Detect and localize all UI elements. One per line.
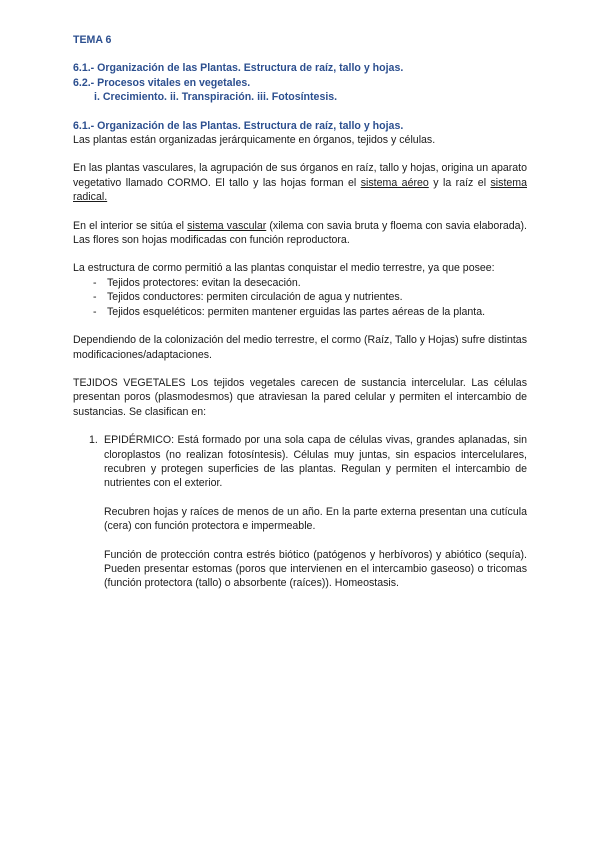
- epidermico-paragraph: EPIDÉRMICO: Está formado por una sola capa de células vivas, grandes aplanadas, sin cloroplastos (no realizan fotosíntesis). Células muy juntas, sin espacios intercelulares, recubren y protegen superficies de las plantas. Regulan y permiten el intercambio de nutrientes con el exterior.: [104, 434, 527, 490]
- text-run: En el interior se sitúa el: [73, 219, 188, 232]
- list-item: - Tejidos protectores: evitan la desecación.: [93, 276, 527, 290]
- tissue-list: [73, 276, 527, 319]
- intro-paragraph: Las plantas están organizadas jerárquicamente en órganos, tejidos y células.: [73, 134, 436, 147]
- cormo-paragraph: [73, 161, 527, 204]
- list-item: [89, 433, 527, 591]
- text-run: En las plantas vasculares, la agrupación de sus órganos en raíz, tallo y hojas, origina un aparato vegetativo llamado CORMO. El tallo y las hojas forman el: [73, 162, 527, 189]
- list-item: - Tejidos conductores: permiten circulación de agua y nutrientes.: [93, 290, 527, 304]
- tissue-types-list: [73, 433, 527, 591]
- topic-title: TEMA 6: [73, 34, 112, 46]
- tejidos-paragraph: TEJIDOS VEGETALES Los tejidos vegetales carecen de sustancia intercelular. Las células presentan poros (plasmodesmos) que atraviesan la pared celular y permiten el intercambio de sustancias. Se clasifican en:: [73, 376, 527, 418]
- toc-subitems: i. Crecimiento. ii. Transpiración. iii. Fotosíntesis.: [94, 91, 338, 104]
- underlined-term: sistema vascular: [187, 219, 267, 232]
- item-number: 1.: [89, 434, 98, 447]
- recubren-paragraph: Recubren hojas y raíces de menos de un año. En la parte externa presentan una cutícula (cera) con función protectora e impermeable.: [104, 505, 527, 533]
- toc-item-6-2: 6.2.- Procesos vitales en vegetales.: [73, 76, 251, 89]
- section-heading: 6.1.- Organización de las Plantas. Estructura de raíz, tallo y hojas.: [73, 119, 404, 132]
- adaptations-paragraph: Dependiendo de la colonización del medio terrestre, el cormo (Raíz, Tallo y Hojas) sufre distintas modificaciones/adaptaciones.: [73, 334, 527, 361]
- table-of-contents: [73, 61, 527, 104]
- text-run: (xilema con savia bruta y floema con savia elaborada). Las flores son hojas modificadas con función reproductora.: [73, 219, 527, 247]
- section-6-1: [73, 119, 527, 591]
- funcion-paragraph: Función de protección contra estrés biótico (patógenos y herbívoros) y abiótico (sequía). Pueden presentar estomas (poros que intervienen en el intercambio gaseoso) o tricomas (función protectora (tallo) o absorbente (raíces)). Homeostasis.: [104, 548, 527, 590]
- text-run: y la raíz el: [428, 176, 491, 189]
- underlined-term: sistema radical.: [73, 176, 527, 204]
- underlined-term: sistema aéreo: [360, 176, 429, 189]
- vascular-paragraph: [73, 219, 527, 248]
- cormo-structure-paragraph: La estructura de cormo permitió a las plantas conquistar el medio terrestre, ya que posee:: [73, 262, 495, 275]
- toc-item-6-1: 6.1.- Organización de las Plantas. Estructura de raíz, tallo y hojas.: [73, 62, 404, 75]
- list-item: - Tejidos esqueléticos: permiten mantener erguidas las partes aéreas de la planta.: [93, 305, 527, 319]
